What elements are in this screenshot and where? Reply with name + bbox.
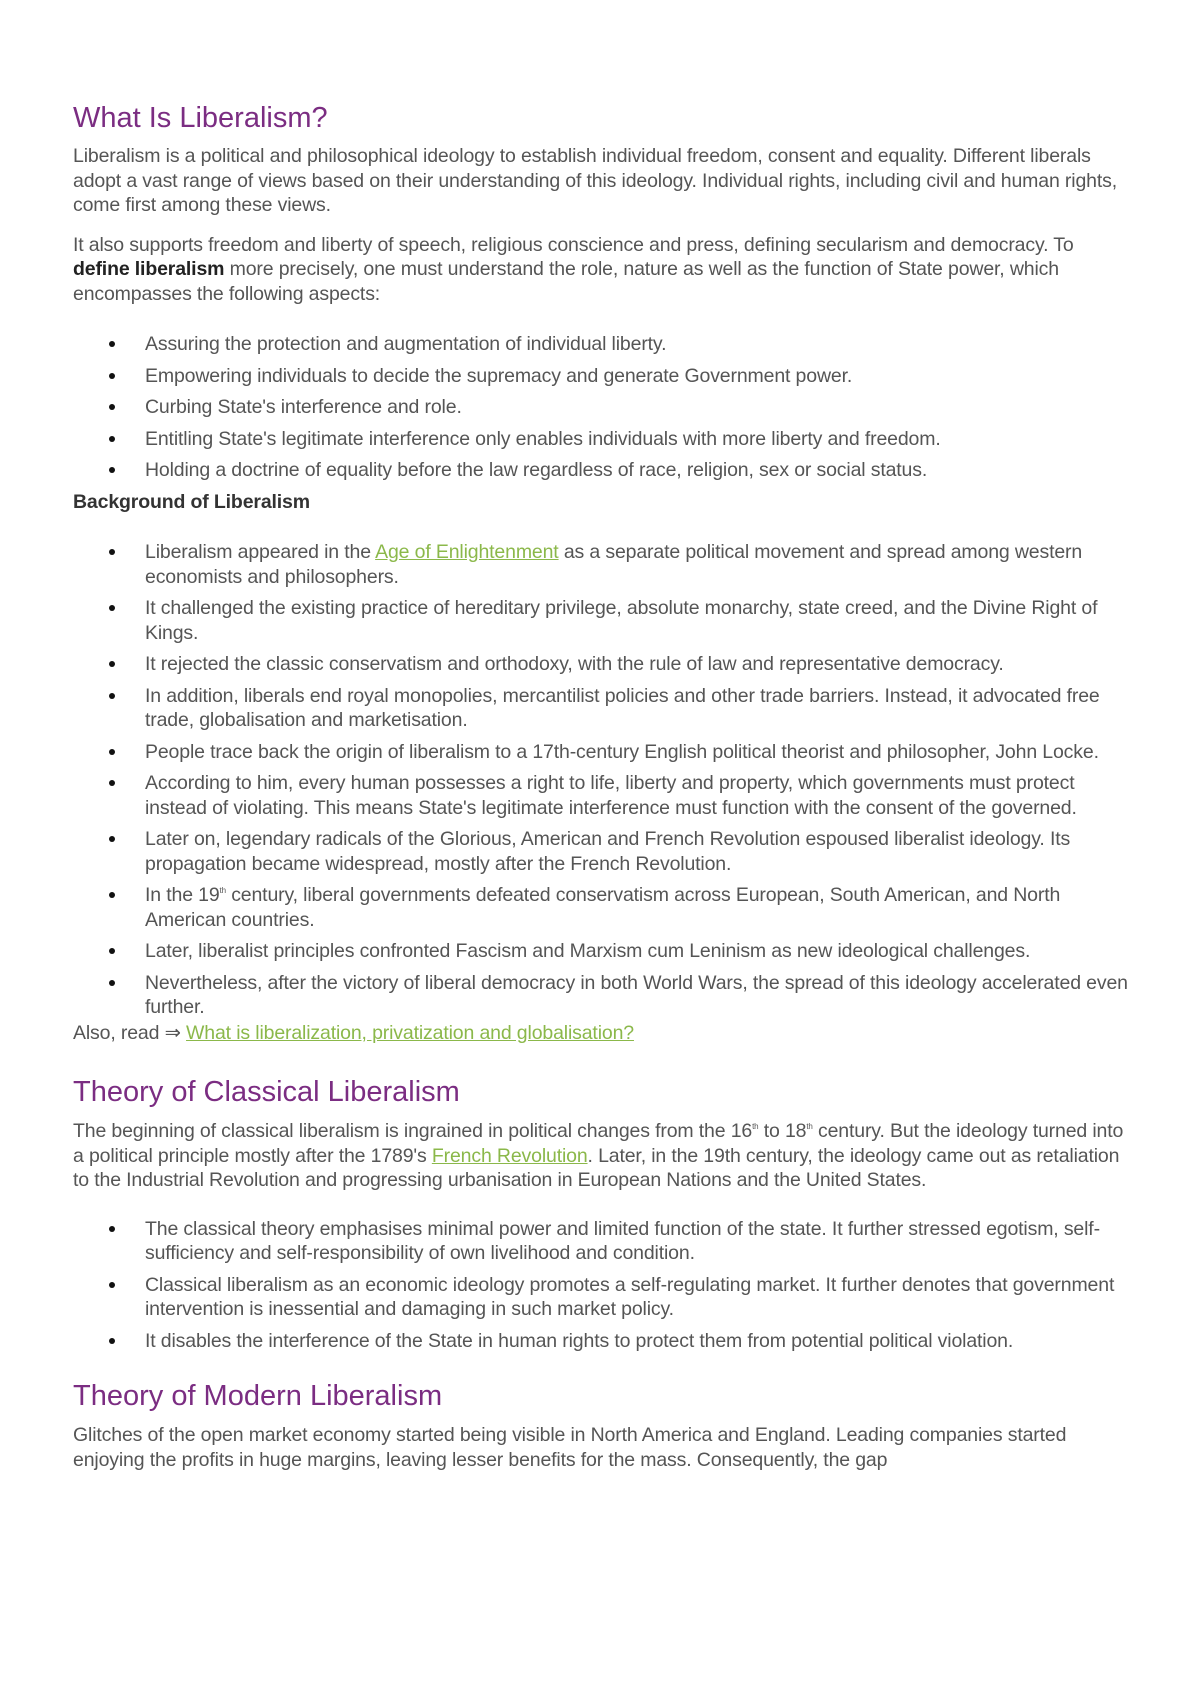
background-list (73, 540, 1135, 1020)
also-read (73, 1021, 1135, 1046)
intro-paragraph-2 (73, 233, 1135, 307)
liberalization-article-link[interactable]: What is liberalization, privatization and globalisation? (186, 1021, 634, 1044)
ordinal-superscript: th (752, 1122, 759, 1131)
list-item: Later on, legendary radicals of the Glorious, American and French Revolution espoused liberalist ideology. Its propagation became widespread, mostly after the French Revolution. (73, 827, 1135, 876)
list-item: Holding a doctrine of equality before the law regardless of race, religion, sex or social status. (73, 458, 1135, 483)
list-item: In addition, liberals end royal monopolies, mercantilist policies and other trade barriers. Instead, it advocated free trade, globalisation and marketisation. (73, 684, 1135, 733)
list-item: Later, liberalist principles confronted Fascism and Marxism cum Leninism as new ideological challenges. (73, 939, 1135, 964)
also-read-prefix: Also, read ⇒ (73, 1021, 187, 1044)
list-item: It disables the interference of the State in human rights to protect them from potential political violation. (73, 1329, 1135, 1354)
list-item: Classical liberalism as an economic ideology promotes a self-regulating market. It further denotes that government intervention is inessential and damaging in such market policy. (73, 1273, 1135, 1322)
intro-text-before: It also supports freedom and liberty of speech, religious conscience and press, defining secularism and democracy. To (73, 233, 1074, 256)
classical-text: century. But the ideology turned into a political principle mostly after the 1789's (73, 1120, 1124, 1167)
modern-liberalism-heading: Theory of Modern Liberalism (73, 1380, 443, 1412)
document-page (73, 100, 1135, 1472)
list-item: Curbing State's interference and role. (73, 395, 1135, 420)
classical-list (73, 1217, 1135, 1354)
list-item: It rejected the classic conservatism and orthodoxy, with the rule of law and representative democracy. (73, 652, 1135, 677)
classical-text: . Later, in the 19th century, the ideology came out as retaliation to the Industrial Revolution and progressing urbanisation in European Nations and the United States. (73, 1144, 1120, 1191)
aspects-list (73, 332, 1135, 483)
page-title: What Is Liberalism? (73, 102, 328, 134)
list-item-text: century, liberal governments defeated conservatism across European, South American, and North American countries. (145, 884, 1061, 931)
background-heading: Background of Liberalism (73, 490, 310, 513)
list-item: It challenged the existing practice of hereditary privilege, absolute monarchy, state creed, and the Divine Right of Kings. (73, 596, 1135, 645)
list-item-text: Liberalism appeared in the (145, 541, 376, 563)
list-item: Assuring the protection and augmentation of individual liberty. (73, 332, 1135, 357)
french-revolution-link[interactable]: French Revolution (431, 1144, 588, 1167)
list-item: According to him, every human possesses a right to life, liberty and property, which governments must protect instead of violating. This means State's legitimate interference must function with the consent of the governed. (73, 771, 1135, 820)
ordinal-superscript: th (806, 1122, 813, 1131)
ordinal-superscript: th (219, 886, 226, 895)
list-item (73, 883, 1135, 932)
intro-paragraph-1: Liberalism is a political and philosophical ideology to establish individual freedom, consent and equality. Different liberals adopt a vast range of views based on their understanding of this ideology. Individual rights, including civil and human rights, come first among these views. (73, 145, 1117, 216)
classical-text: The beginning of classical liberalism is ingrained in political changes from the 16 (73, 1120, 753, 1142)
list-item: People trace back the origin of liberalism to a 17th-century English political theorist and philosopher, John Locke. (73, 740, 1135, 765)
classical-liberalism-heading: Theory of Classical Liberalism (73, 1076, 460, 1108)
list-item: The classical theory emphasises minimal power and limited function of the state. It further stressed egotism, self-sufficiency and self-responsibility of own livelihood and condition. (73, 1217, 1135, 1266)
list-item (73, 540, 1135, 589)
list-item-text: In the 19 (145, 884, 220, 906)
list-item: Nevertheless, after the victory of liberal democracy in both World Wars, the spread of this ideology accelerated even further. (73, 971, 1135, 1020)
age-of-enlightenment-link[interactable]: Age of Enlightenment (375, 541, 559, 563)
define-liberalism-bold: define liberalism (73, 258, 225, 280)
classical-paragraph (73, 1119, 1135, 1193)
list-item: Empowering individuals to decide the supremacy and generate Government power. (73, 364, 1135, 389)
intro-text-after: more precisely, one must understand the role, nature as well as the function of State power, which encompasses the following aspects: (73, 258, 1059, 305)
classical-text: to 18 (758, 1120, 807, 1142)
list-item-text: as a separate political movement and spread among western economists and philosophers. (145, 541, 1083, 588)
list-item: Entitling State's legitimate interference only enables individuals with more liberty and freedom. (73, 427, 1135, 452)
modern-paragraph: Glitches of the open market economy started being visible in North America and England. Leading companies started enjoying the profits in huge margins, leaving lesser benefits for the mass. Consequently, the gap (73, 1424, 1067, 1471)
